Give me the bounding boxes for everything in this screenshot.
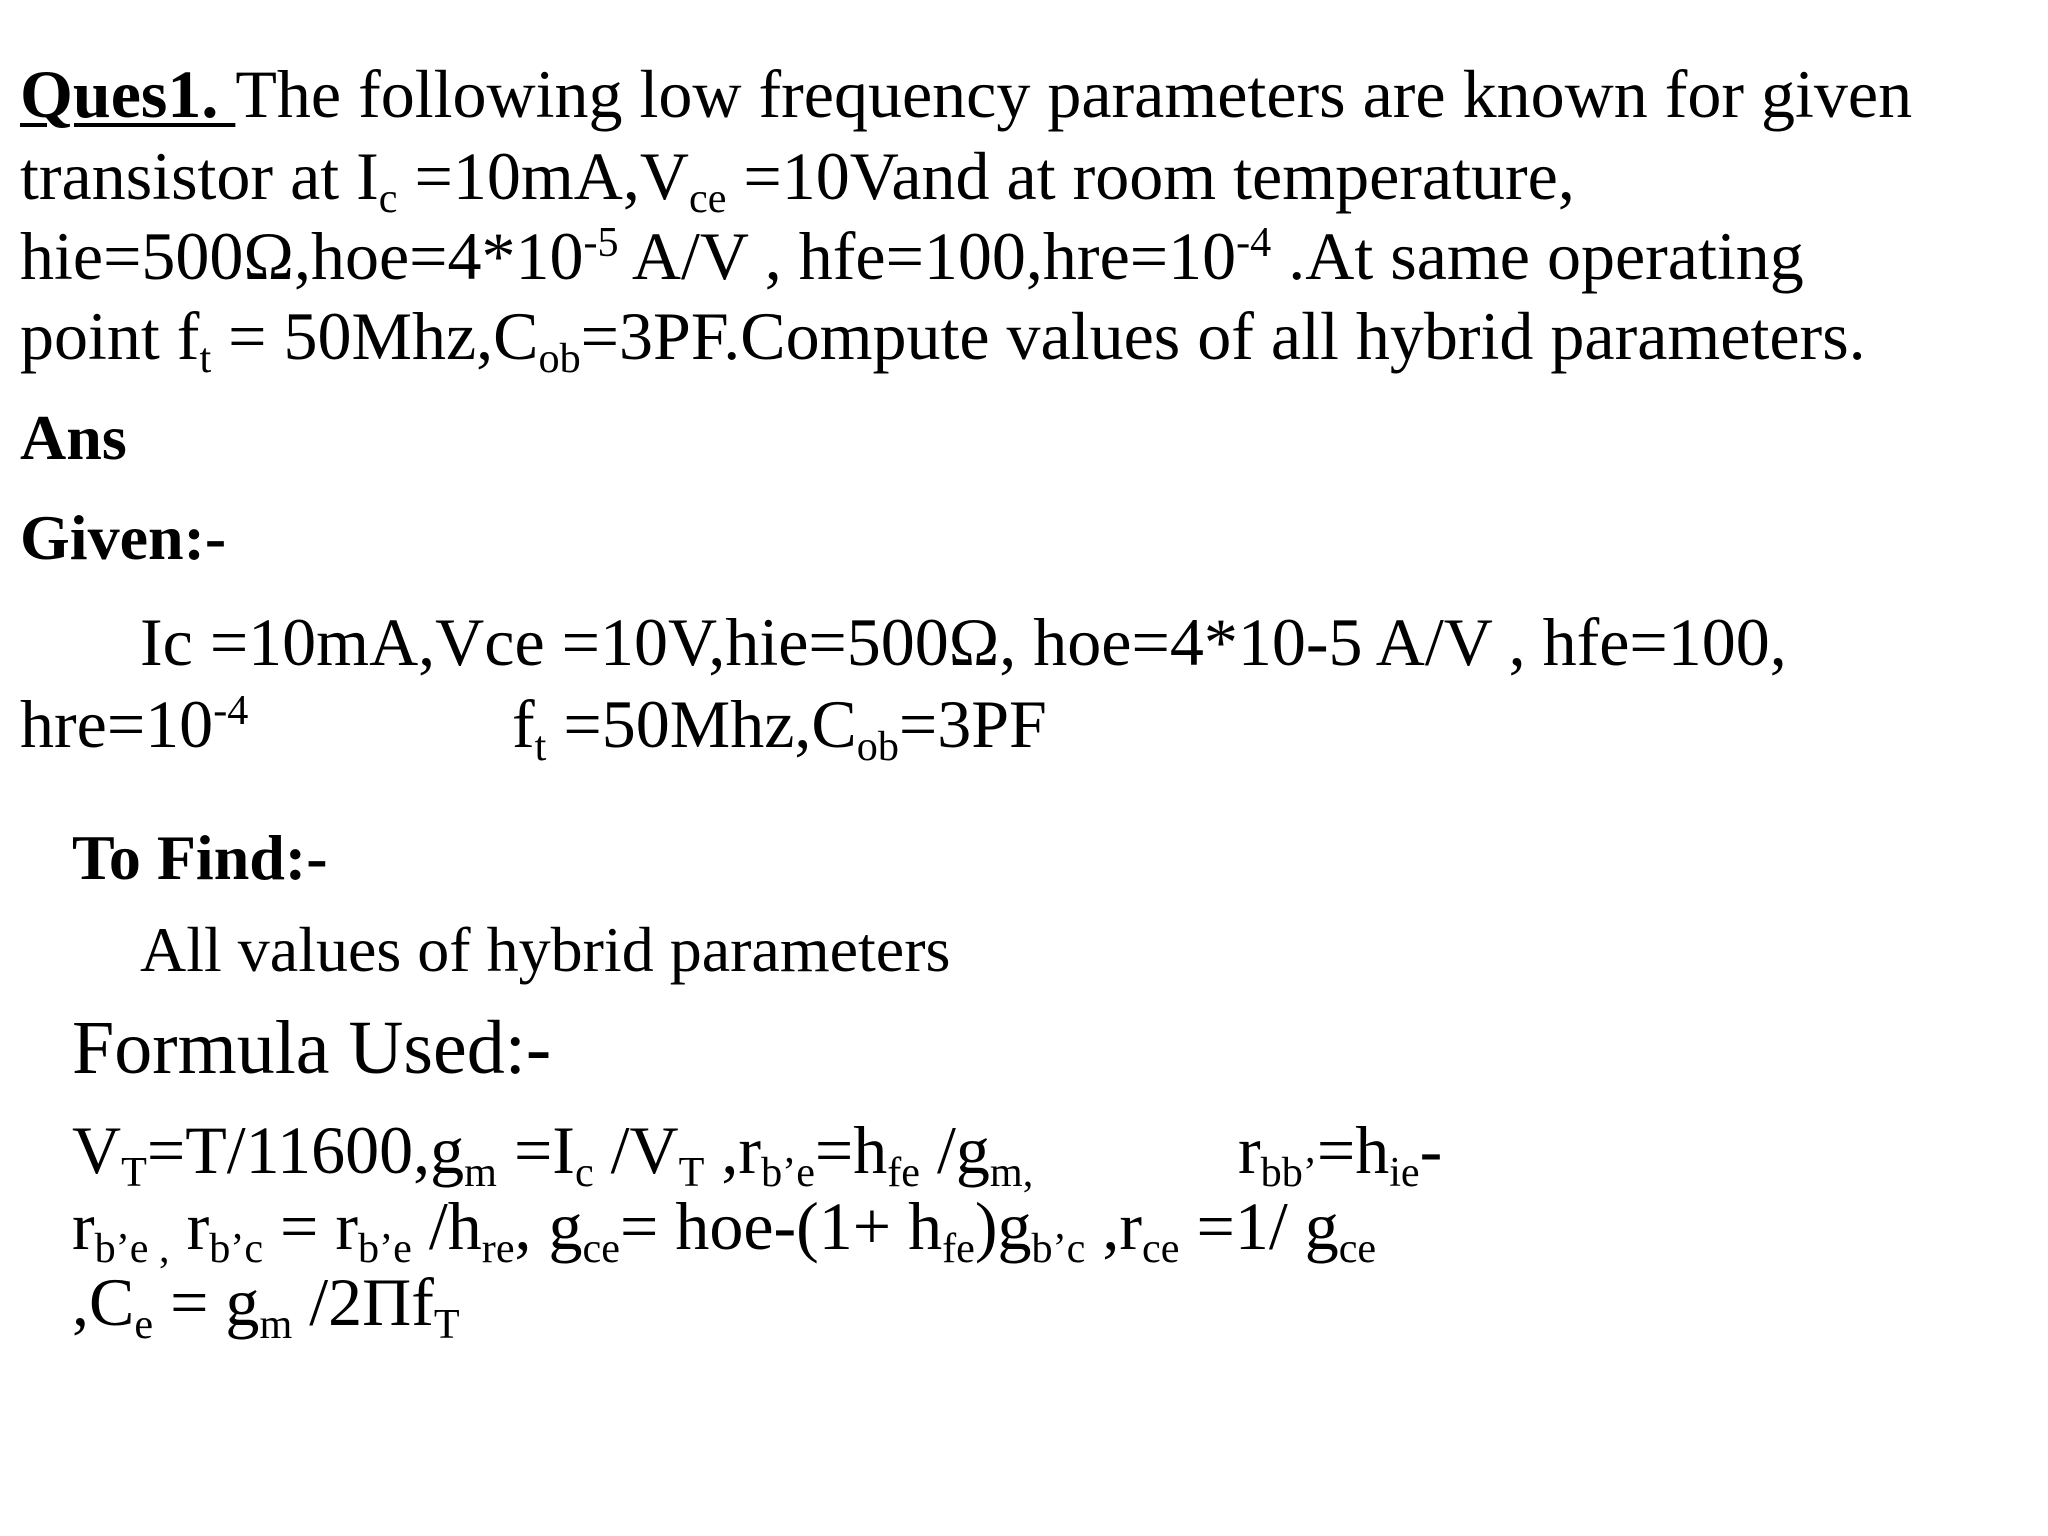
superscript: -4 [213, 686, 249, 734]
formula-subscript: m [259, 1301, 293, 1349]
question-text-3c: .At same operating [1271, 218, 1804, 294]
formula-text: = hoe-(1+ h [619, 1188, 943, 1264]
formula-subscript: b’c [209, 1225, 264, 1273]
given-line-1: Ic =10mA,Vce =10V,hie=500Ω, hoe=4*10-5 A/V , hfe=100, [140, 604, 1787, 680]
formula-subscript: fe [942, 1225, 975, 1273]
formula-subscript: e [134, 1301, 154, 1349]
formula-text: =I [496, 1112, 575, 1188]
question-line-1 [20, 56, 1913, 132]
given-line-2 [20, 686, 249, 762]
formula-text: =h [1316, 1112, 1390, 1188]
formula-subscript: m, [989, 1149, 1034, 1197]
formula-text: r [1238, 1112, 1261, 1188]
question-text-4b: = 50Mhz,C [211, 298, 539, 374]
formula-text: )g [974, 1188, 1032, 1264]
formula-text: V [72, 1112, 122, 1188]
question-line-3 [20, 218, 1804, 294]
formula-text: = r [263, 1188, 359, 1264]
formula-subscript: ce [582, 1225, 620, 1273]
formula-line-3 [72, 1264, 460, 1349]
given-text-2c: =50Mhz,C [546, 686, 857, 762]
question-text-1: The following low frequency parameters are known for given [235, 56, 1913, 132]
formula-text: /h [411, 1188, 482, 1264]
formula-text: r [169, 1188, 210, 1264]
given-text-2d: =3PF [898, 686, 1047, 762]
given-text-2b: f [512, 686, 535, 762]
formula-text: r [72, 1188, 95, 1264]
formula-subscript: fe [887, 1149, 921, 1197]
question-text-3b: A/V , hfe=100,hre=10 [618, 218, 1237, 294]
question-text-2b: =10mA,V [397, 138, 689, 214]
formula-text: /2Πf [292, 1264, 434, 1340]
question-text-4a: point f [20, 298, 200, 374]
given-line-2-right [512, 686, 1047, 771]
to-find-heading: To Find:- [72, 822, 328, 893]
formula-text: /g [920, 1112, 990, 1188]
ans-heading: Ans [20, 402, 127, 473]
subscript: ob [856, 723, 899, 771]
formula-line-1-right [1238, 1112, 1443, 1197]
formula-text: /V [593, 1112, 679, 1188]
formula-subscript: b’e [761, 1149, 815, 1197]
superscript: -4 [1236, 218, 1272, 266]
superscript: -5 [583, 218, 619, 266]
question-text-4c: =3PF.Compute values of all hybrid parameters. [580, 298, 1866, 374]
formula-subscript: ce [1142, 1225, 1180, 1273]
formula-subscript: re [481, 1225, 515, 1273]
question-line-2 [20, 138, 1575, 223]
given-heading: Given:- [20, 502, 227, 573]
formula-text: = g [153, 1264, 260, 1340]
formula-subscript: T [433, 1301, 460, 1349]
formula-subscript: m [464, 1149, 497, 1197]
subscript: c [378, 175, 398, 223]
formula-subscript: ce [1338, 1225, 1377, 1273]
formula-text: - [1419, 1112, 1443, 1188]
formula-heading: Formula Used:- [72, 1006, 552, 1090]
subscript: ce [688, 175, 727, 223]
formula-subscript: b’e , [94, 1225, 170, 1273]
formula-subscript: bb’ [1260, 1149, 1317, 1197]
subscript: t [534, 723, 547, 771]
formula-text: , g [514, 1188, 583, 1264]
formula-subscript: T [678, 1149, 705, 1197]
question-text-2a: transistor at I [20, 138, 379, 214]
subscript: t [199, 335, 212, 383]
formula-text: =1/ g [1179, 1188, 1339, 1264]
formula-subscript: T [121, 1149, 147, 1197]
subscript: ob [538, 335, 581, 383]
to-find-text: All values of hybrid parameters [140, 914, 951, 985]
formula-subscript: c [574, 1149, 594, 1197]
formula-line-1 [72, 1112, 1034, 1197]
question-text-2c: =10Vand at room temperature, [726, 138, 1575, 214]
question-label: Ques1. [20, 56, 236, 132]
formula-text: ,C [72, 1264, 135, 1340]
question-text-3a: hie=500Ω,hoe=4*10 [20, 218, 584, 294]
formula-subscript: b’c [1031, 1225, 1086, 1273]
formula-text: ,r [704, 1112, 762, 1188]
formula-text: ,r [1085, 1188, 1143, 1264]
given-text-2a: hre=10 [20, 686, 214, 762]
formula-line-2 [72, 1188, 1377, 1273]
formula-subscript: ie [1389, 1149, 1420, 1197]
formula-subscript: b’e [358, 1225, 412, 1273]
question-line-4 [20, 298, 1866, 383]
formula-text: =h [814, 1112, 888, 1188]
formula-text: =T/11600,g [146, 1112, 465, 1188]
